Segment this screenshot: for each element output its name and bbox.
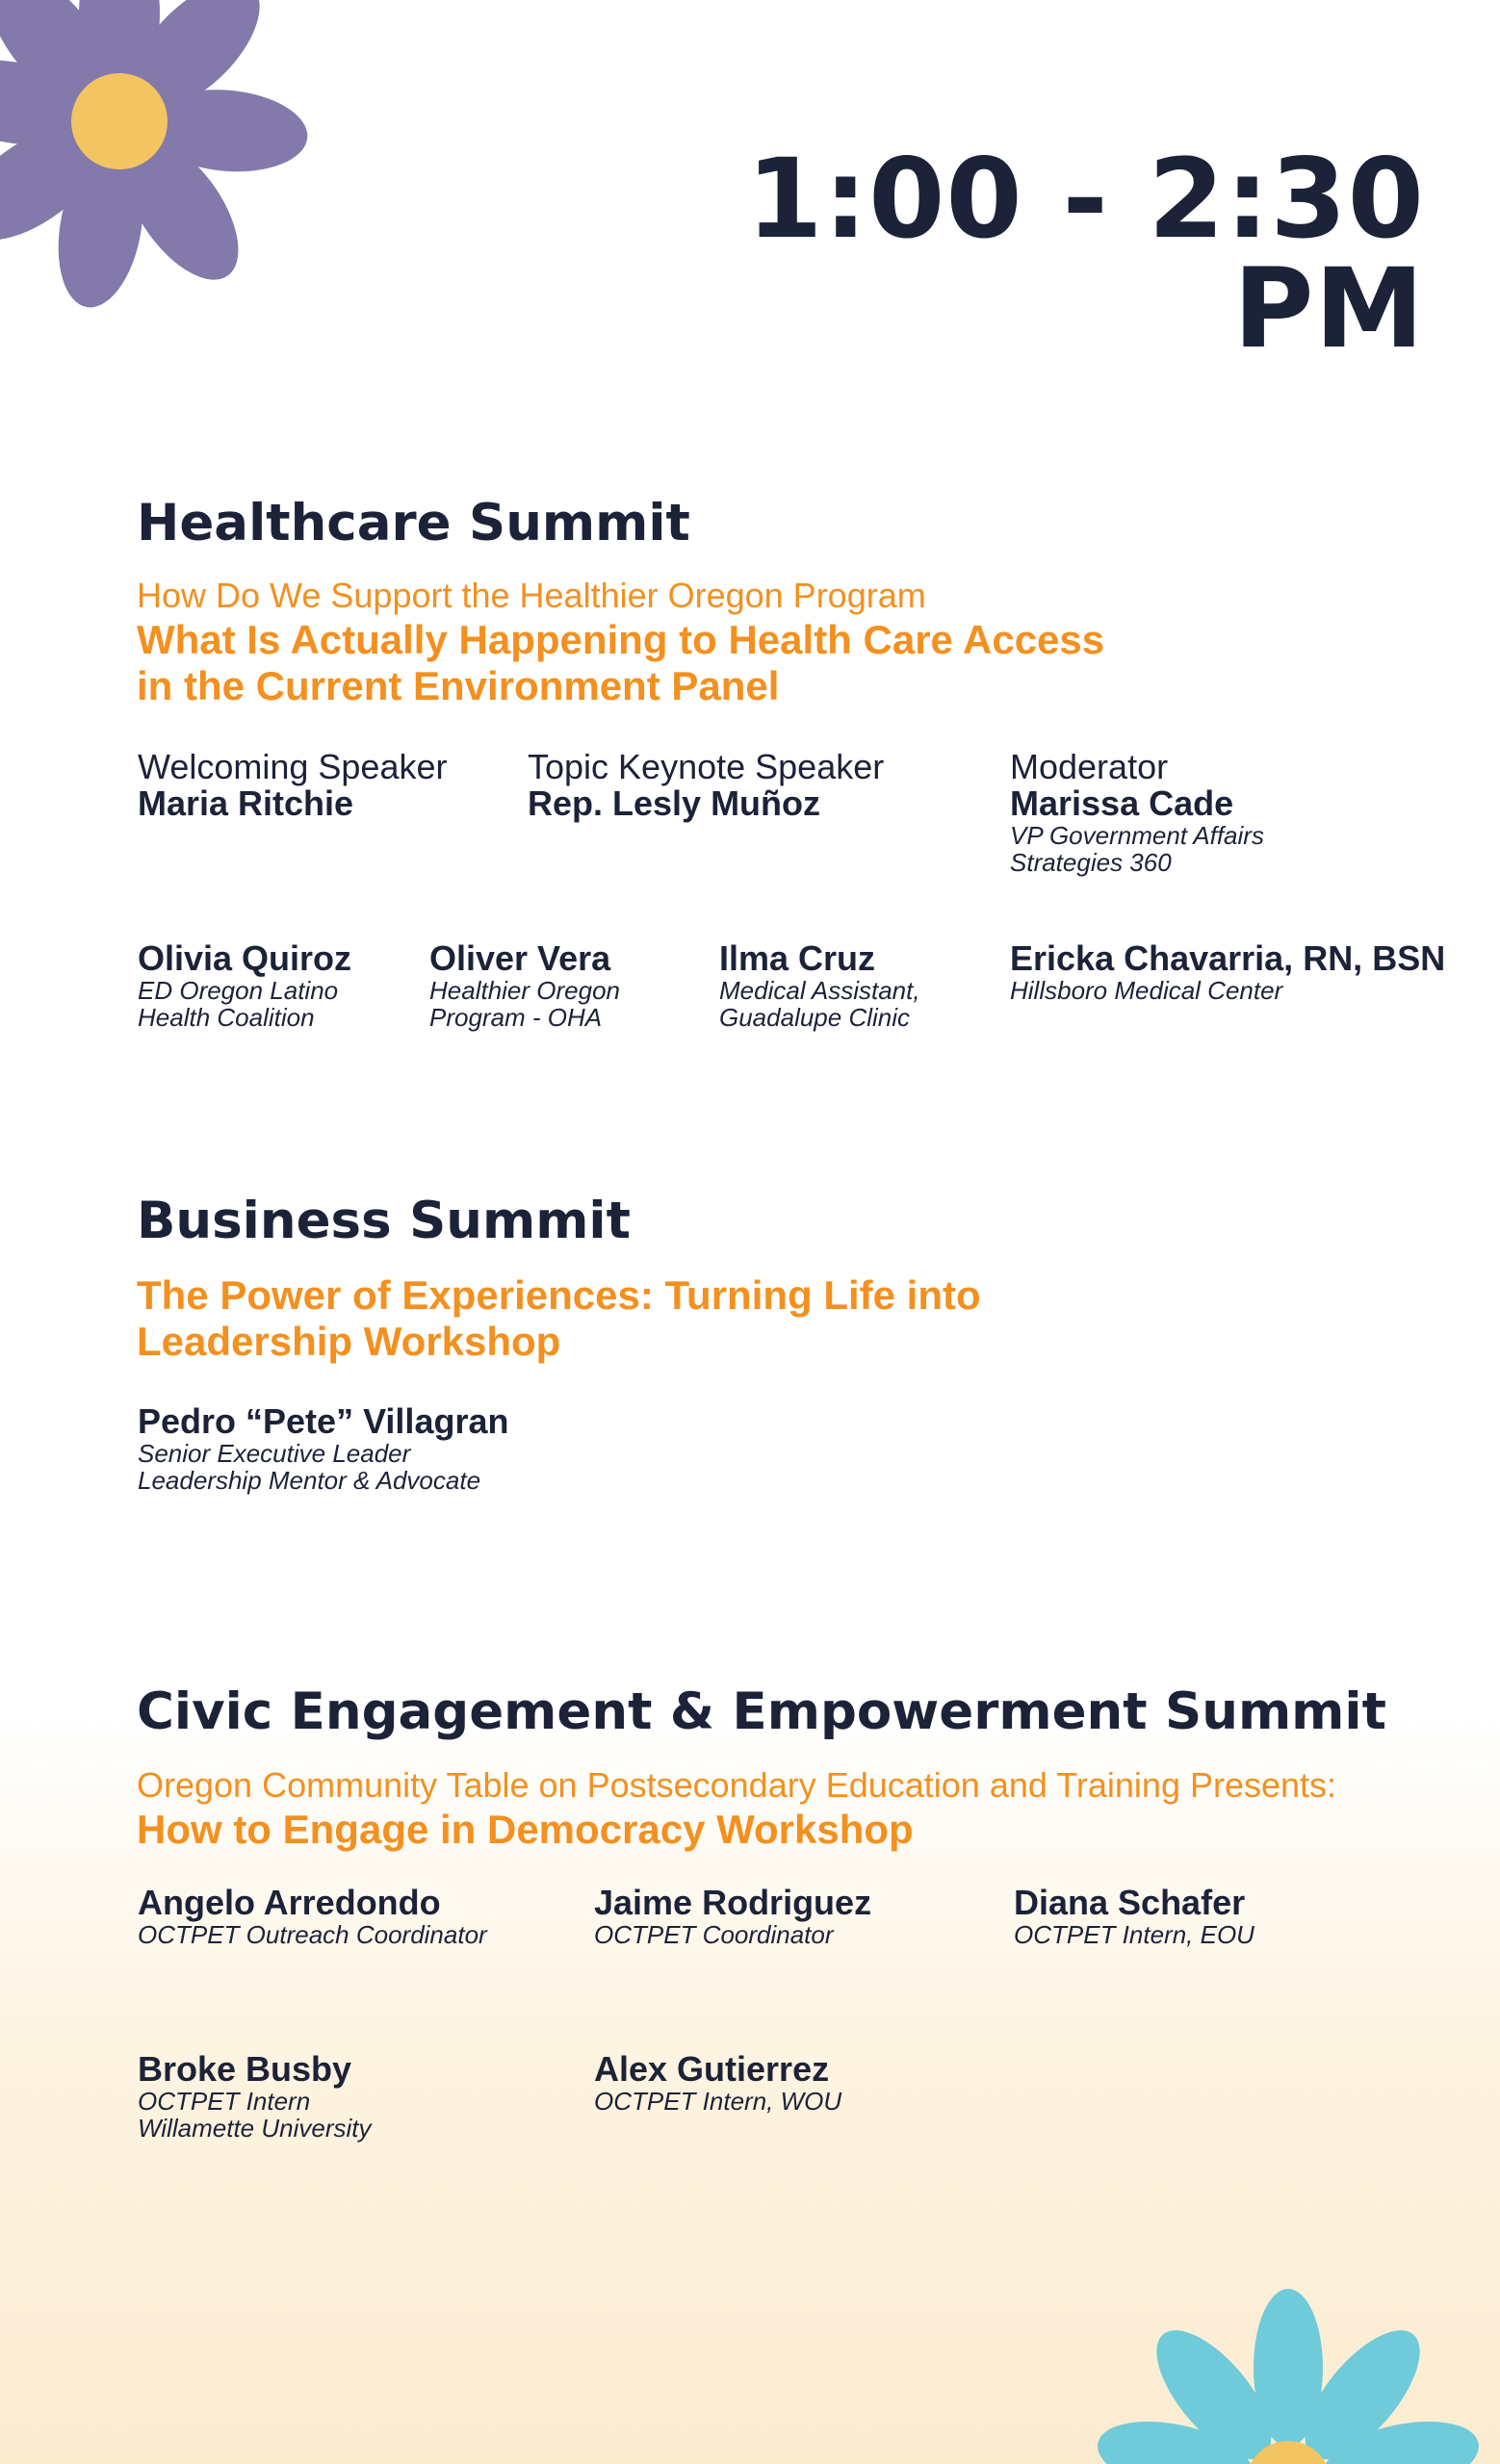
panel-title-line-1: What Is Actually Happening to Health Care Access: [137, 617, 1105, 662]
session-time: 1:00 - 2:30 PM: [746, 135, 1425, 372]
speaker-name: Rep. Lesly Muñoz: [528, 783, 821, 823]
speaker-name: Oliver Vera: [429, 938, 611, 978]
speaker-affiliation: ED Oregon Latino: [138, 976, 339, 1005]
speaker-affiliation: Senior Executive Leader: [138, 1439, 411, 1468]
civic-speaker: [594, 2051, 841, 2115]
healthcare-summit-title: Healthcare Summit: [137, 494, 690, 552]
civic-speaker: [138, 2051, 371, 2142]
speaker-name: Ilma Cruz: [719, 938, 876, 978]
teal-flower-decoration: [1078, 2262, 1500, 2464]
speaker-name: Alex Gutierrez: [594, 2049, 830, 2089]
speaker-name: Diana Schafer: [1014, 1883, 1246, 1922]
business-workshop-title: [137, 1272, 981, 1365]
business-summit-title: Business Summit: [137, 1192, 631, 1250]
speaker-name: Broke Busby: [138, 2049, 352, 2089]
civic-workshop-title: How to Engage in Democracy Workshop: [137, 1807, 914, 1852]
civic-subtitle: Oregon Community Table on Postsecondary Education and Training Presents:: [137, 1765, 1337, 1805]
speaker-name: Marissa Cade: [1010, 783, 1234, 823]
speaker-name: Angelo Arredondo: [138, 1883, 441, 1922]
speaker-name: Olivia Quiroz: [138, 938, 352, 978]
business-speaker: [138, 1403, 508, 1494]
civic-speaker: [138, 1885, 487, 1948]
speaker-affiliation: Health Coalition: [138, 1003, 315, 1032]
speaker-affiliation: VP Government Affairs: [1010, 821, 1264, 850]
speaker-affiliation: OCTPET Coordinator: [594, 1920, 834, 1949]
speaker-affiliation: OCTPET Outreach Coordinator: [138, 1920, 487, 1949]
speaker-name: Jaime Rodriguez: [594, 1883, 872, 1922]
panel-title-line-2: in the Current Environment Panel: [137, 663, 780, 708]
moderator: [1010, 749, 1264, 876]
workshop-title-line-1: The Power of Experiences: Turning Life into: [137, 1272, 981, 1318]
keynote-speaker: [528, 749, 884, 822]
civic-speaker: [1014, 1885, 1254, 1948]
speaker-affiliation: OCTPET Intern, EOU: [1014, 1920, 1254, 1949]
healthcare-panel-title: [137, 617, 1104, 709]
speaker-affiliation: OCTPET Intern, WOU: [594, 2087, 842, 2116]
speaker-name: Ericka Chavarria, RN, BSN: [1010, 938, 1446, 978]
civic-speaker: [594, 1885, 871, 1948]
speaker-affiliation: Medical Assistant,: [719, 976, 920, 1005]
panelist: [1010, 940, 1445, 1004]
speaker-affiliation: Strategies 360: [1010, 848, 1172, 877]
speaker-affiliation: Healthier Oregon: [429, 976, 620, 1005]
speaker-name: Pedro “Pete” Villagran: [138, 1401, 509, 1441]
speaker-affiliation: Guadalupe Clinic: [719, 1003, 911, 1032]
panelist: [429, 940, 620, 1031]
civic-summit-title: Civic Engagement & Empowerment Summit: [137, 1682, 1386, 1741]
healthcare-subtitle: How Do We Support the Healthier Oregon Program: [137, 576, 926, 615]
speaker-affiliation: Hillsboro Medical Center: [1010, 976, 1283, 1005]
purple-flower-decoration: [0, 0, 347, 346]
speaker-affiliation: Leadership Mentor & Advocate: [138, 1466, 481, 1495]
workshop-title-line-2: Leadership Workshop: [137, 1319, 561, 1364]
speaker-name: Maria Ritchie: [138, 783, 354, 823]
speaker-affiliation: OCTPET Intern: [138, 2087, 311, 2116]
panelist: [138, 940, 351, 1031]
speaker-role: Topic Keynote Speaker: [528, 747, 885, 786]
welcoming-speaker: [138, 749, 448, 822]
speaker-role: Moderator: [1010, 747, 1169, 786]
panelist: [719, 940, 920, 1031]
speaker-affiliation: Program - OHA: [429, 1003, 603, 1032]
speaker-role: Welcoming Speaker: [138, 747, 448, 786]
speaker-affiliation: Willamette University: [138, 2114, 372, 2143]
